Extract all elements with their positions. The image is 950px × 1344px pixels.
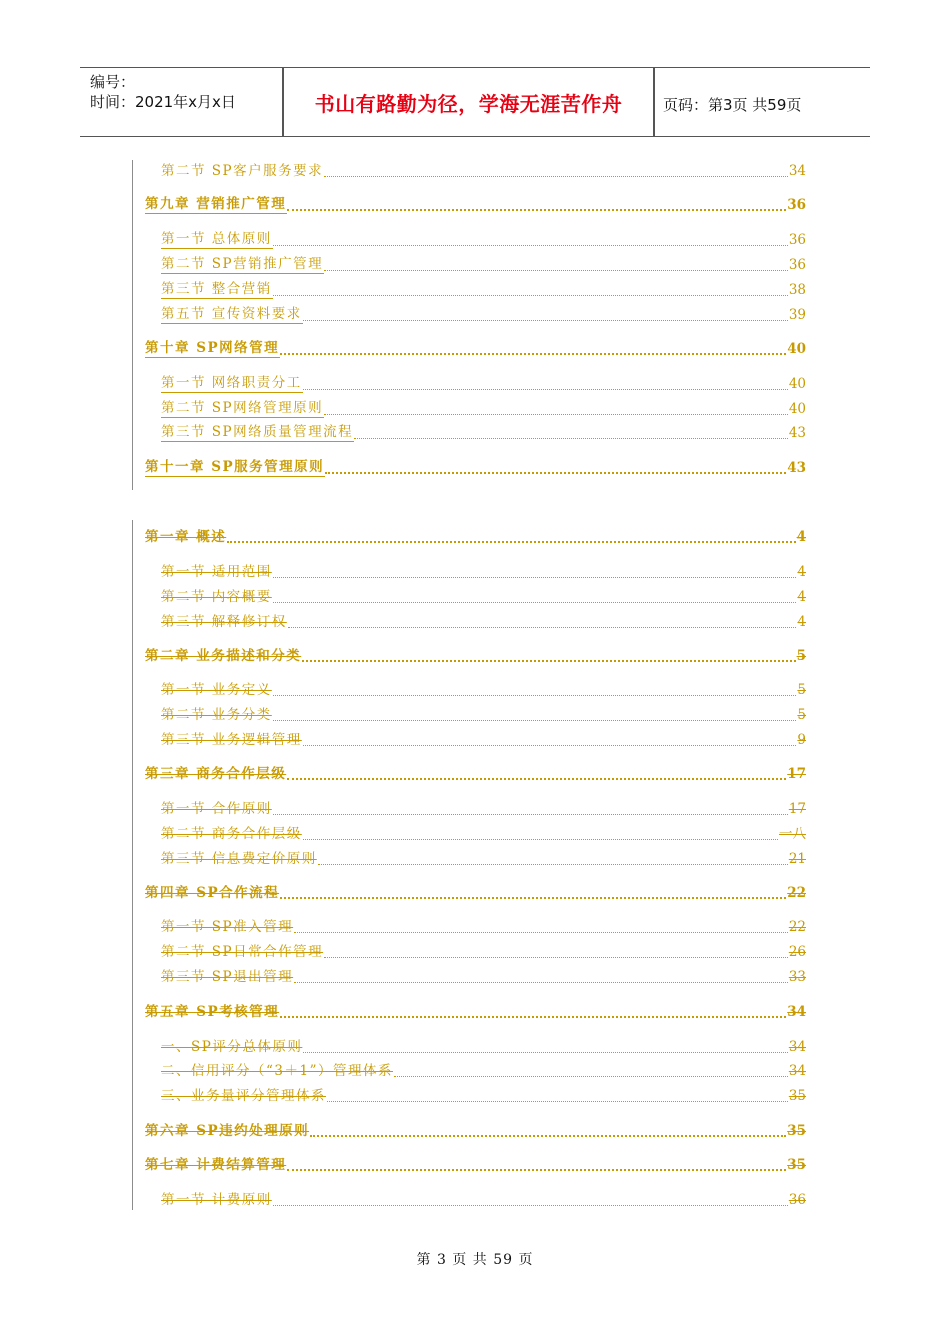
toc-entry-page: 40: [788, 401, 806, 417]
toc-entry-page: 36: [788, 257, 806, 273]
toc-leader-dots: [303, 741, 797, 746]
toc-entry-title: 第三节 解释修订权: [161, 614, 287, 630]
toc-leader-dots: [294, 978, 788, 983]
toc-entry-title: 第二节 业务分类: [161, 707, 272, 723]
toc-entry-title: 第一节 网络职责分工: [161, 375, 302, 391]
toc-section-entry[interactable]: [161, 256, 806, 274]
toc-entry-page: 34: [787, 1004, 806, 1020]
toc-leader-dots: [273, 598, 797, 603]
toc-entry-page: 35: [787, 1123, 806, 1139]
toc-section-entry[interactable]: [161, 375, 806, 393]
header-motto: 书山有路勤为径，学海无涯苦作舟: [314, 92, 623, 116]
toc-chapter-entry[interactable]: [145, 1156, 806, 1174]
toc-leader-dots: [280, 1012, 786, 1018]
toc-entry-title: 第二节 SP日常合作管理: [161, 944, 324, 960]
toc-section-entry[interactable]: [161, 588, 806, 606]
toc-leader-dots: [273, 691, 797, 696]
toc-entry-page: 34: [788, 163, 806, 179]
toc-leader-dots: [324, 266, 788, 271]
toc-leader-dots: [287, 205, 786, 211]
toc-entry-page: 4: [797, 614, 806, 630]
toc-entry-title: 第一节 适用范围: [161, 564, 272, 580]
doc-number-label: 编号：: [90, 73, 136, 91]
toc-leader-dots: [287, 1165, 786, 1171]
toc-section-entry[interactable]: [161, 800, 806, 818]
toc-leader-dots: [227, 537, 795, 543]
toc-entry-title: 第七章 计费结算管理: [145, 1157, 287, 1173]
toc-leader-dots: [394, 1072, 788, 1077]
toc-chapter-entry[interactable]: [145, 340, 806, 358]
toc-entry-page: 43: [788, 425, 806, 441]
toc-entry-page: 17: [787, 766, 806, 782]
toc-entry-title: 一、SP评分总体原则: [161, 1039, 303, 1055]
toc-leader-dots: [324, 953, 788, 958]
toc-entry-title: 第三节 业务逻辑管理: [161, 732, 302, 748]
toc-entry-title: 第一节 计费原则: [161, 1192, 272, 1208]
toc-leader-dots: [288, 623, 797, 628]
toc-entry-page: 22: [788, 919, 806, 935]
toc-entry-page: 5: [796, 648, 806, 664]
toc-leader-dots: [303, 316, 788, 321]
doc-time-label: 时间：2021年x月x日: [90, 93, 236, 111]
page-footer: 第 3 页 共 59 页: [416, 1252, 534, 1268]
toc-section-entry[interactable]: [161, 162, 806, 180]
toc-entry-title: 第一节 SP准入管理: [161, 919, 294, 935]
toc-section-entry[interactable]: [161, 281, 806, 299]
toc-chapter-entry[interactable]: [145, 459, 806, 477]
toc-entry-page: 38: [788, 282, 806, 298]
toc-entry-title: 第五节 宣传资料要求: [161, 306, 302, 322]
toc-section-entry[interactable]: [161, 850, 806, 868]
toc-section-entry[interactable]: [161, 563, 806, 581]
toc-leader-dots: [273, 573, 797, 578]
toc-chapter-entry[interactable]: [145, 765, 806, 783]
toc-entry-title: 第二节 SP营销推广管理: [161, 256, 324, 272]
toc-section-entry[interactable]: [161, 943, 806, 961]
toc-chapter-entry[interactable]: [145, 884, 806, 902]
toc-section-entry[interactable]: [161, 825, 806, 843]
toc-entry-page: 36: [787, 197, 806, 213]
toc-entry-title: 第十章 SP网络管理: [145, 340, 280, 356]
toc-entry-page: 43: [787, 460, 806, 476]
toc-entry-page: 35: [787, 1157, 806, 1173]
toc-entry-page: 9: [797, 732, 806, 748]
toc-leader-dots: [273, 1201, 788, 1206]
toc-leader-dots: [324, 410, 788, 415]
toc-entry-title: 第三节 信息费定价原则: [161, 851, 317, 867]
toc-entry-page: 4: [796, 529, 806, 545]
toc-entry-page: 一八: [779, 826, 806, 842]
toc-entry-title: 第六章 SP违约处理原则: [145, 1123, 310, 1139]
toc-leader-dots: [273, 291, 788, 296]
toc-leader-dots: [287, 774, 786, 780]
toc-entry-title: 三、业务量评分管理体系: [161, 1088, 326, 1104]
toc-entry-page: 35: [788, 1088, 806, 1104]
toc-entry-page: 36: [788, 1192, 806, 1208]
toc-section-entry[interactable]: [161, 918, 806, 936]
toc-chapter-entry[interactable]: [145, 647, 806, 665]
toc-entry-title: 第一章 概述: [145, 529, 227, 545]
toc-leader-dots: [327, 1097, 788, 1102]
toc-entry-title: 第一节 业务定义: [161, 682, 272, 698]
toc-entry-title: 第九章 营销推广管理: [145, 196, 287, 212]
toc-entry-page: 17: [788, 801, 806, 817]
toc-leader-dots: [310, 1131, 786, 1137]
toc-section-entry[interactable]: [161, 1191, 806, 1209]
toc-chapter-entry[interactable]: [145, 1122, 806, 1140]
toc-leader-dots: [273, 810, 788, 815]
toc-section-entry[interactable]: [161, 613, 806, 631]
toc-section-entry[interactable]: [161, 731, 806, 749]
toc-leader-dots: [325, 468, 786, 474]
toc-entry-title: 第三节 SP网络质量管理流程: [161, 424, 354, 440]
toc-entry-title: 第三节 SP退出管理: [161, 969, 294, 985]
toc-chapter-entry[interactable]: [145, 1003, 806, 1021]
toc-entry-page: 26: [788, 944, 806, 960]
toc-entry-title: 第三节 整合营销: [161, 281, 272, 297]
toc-chapter-entry[interactable]: [145, 196, 806, 214]
page-header: [80, 67, 870, 137]
toc-section-entry[interactable]: [161, 681, 806, 699]
toc-margin-bar: [132, 160, 133, 490]
toc-leader-dots: [302, 656, 795, 662]
toc-chapter-entry[interactable]: [145, 528, 806, 546]
toc-entry-title: 第十一章 SP服务管理原则: [145, 459, 325, 475]
toc-leader-dots: [294, 928, 788, 933]
header-meta: [90, 72, 280, 112]
toc-section-entry[interactable]: [161, 706, 806, 724]
toc-leader-dots: [273, 241, 788, 246]
toc-section-entry[interactable]: [161, 306, 806, 324]
toc-entry-title: 二、信用评分（“3＋1”）管理体系: [161, 1063, 393, 1079]
toc-entry-page: 5: [797, 707, 806, 723]
toc-entry-title: 第二节 内容概要: [161, 589, 272, 605]
toc-entry-page: 34: [788, 1063, 806, 1079]
toc-entry-page: 4: [797, 564, 806, 580]
header-page-info: 页码：第3页 共59页: [663, 96, 802, 114]
toc-margin-bar: [132, 520, 133, 1210]
toc-section-entry[interactable]: [161, 231, 806, 249]
toc-leader-dots: [354, 434, 788, 439]
toc-leader-dots: [324, 172, 788, 177]
toc-entry-title: 第三章 商务合作层级: [145, 766, 287, 782]
toc-entry-page: 40: [787, 341, 806, 357]
toc-section-entry[interactable]: [161, 968, 806, 986]
toc-entry-title: 第二节 SP网络管理原则: [161, 400, 324, 416]
toc-entry-title: 第一节 总体原则: [161, 231, 272, 247]
toc-leader-dots: [303, 835, 778, 840]
toc-entry-title: 第四章 SP合作流程: [145, 885, 280, 901]
toc-entry-page: 22: [787, 885, 806, 901]
toc-entry-title: 第二节 SP客户服务要求: [161, 163, 324, 179]
toc-entry-page: 34: [788, 1039, 806, 1055]
toc-leader-dots: [303, 385, 788, 390]
toc-section-entry[interactable]: [161, 424, 806, 442]
toc-section-entry[interactable]: [161, 400, 806, 418]
toc-entry-page: 33: [788, 969, 806, 985]
toc-section-entry[interactable]: [161, 1062, 806, 1080]
toc-leader-dots: [303, 1048, 787, 1053]
toc-leader-dots: [280, 349, 786, 355]
toc-entry-page: 39: [788, 307, 806, 323]
toc-entry-title: 第一节 合作原则: [161, 801, 272, 817]
toc-entry-title: 第二节 商务合作层级: [161, 826, 302, 842]
toc-leader-dots: [280, 893, 786, 899]
toc-entry-page: 21: [788, 851, 806, 867]
toc-entry-title: 第二章 业务描述和分类: [145, 648, 302, 664]
toc-entry-page: 40: [788, 376, 806, 392]
toc-section-entry[interactable]: [161, 1087, 806, 1105]
toc-entry-page: 4: [797, 589, 806, 605]
toc-leader-dots: [273, 716, 797, 721]
toc-section-entry[interactable]: [161, 1038, 806, 1056]
toc-leader-dots: [318, 860, 788, 865]
toc-entry-page: 5: [797, 682, 806, 698]
toc-entry-title: 第五章 SP考核管理: [145, 1004, 280, 1020]
header-divider: [653, 68, 655, 136]
toc-entry-page: 36: [788, 232, 806, 248]
